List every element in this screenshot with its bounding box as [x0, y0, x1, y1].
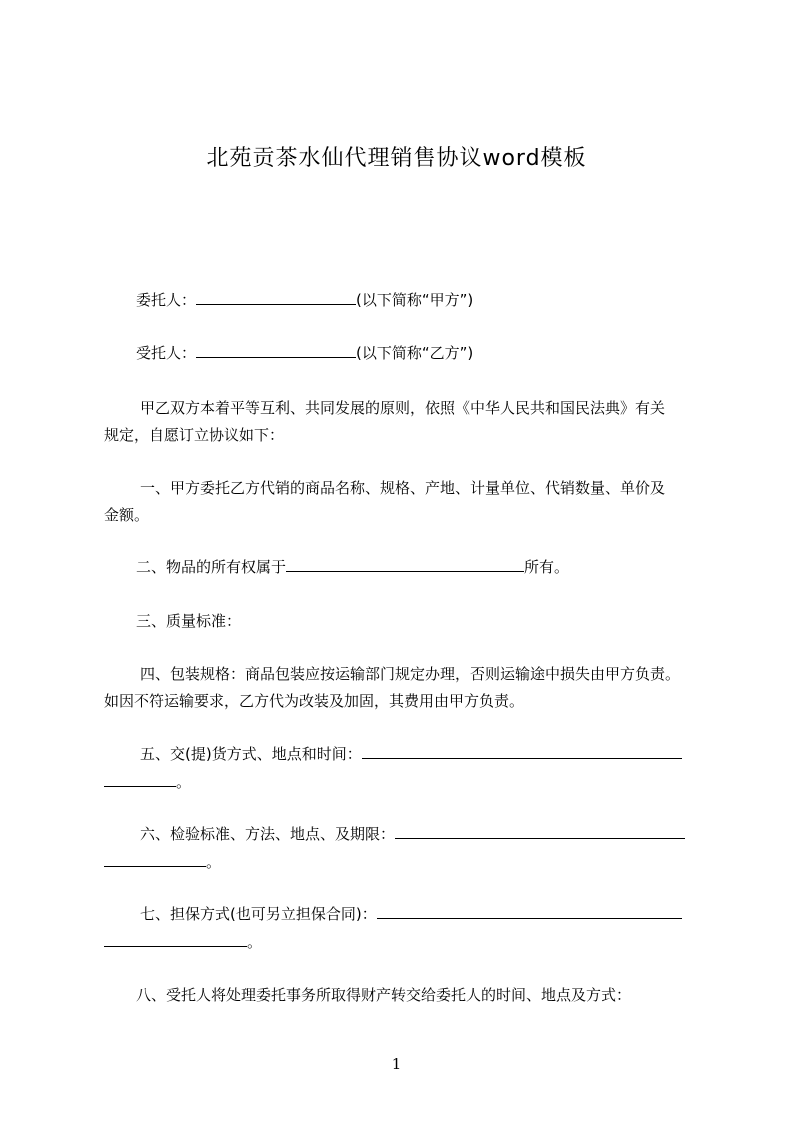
clause-6-prefix: 六、检验标准、方法、地点、及期限：: [140, 825, 396, 843]
document-title: 北苑贡茶水仙代理销售协议word模板: [206, 146, 587, 171]
inspection-blank[interactable]: [395, 824, 685, 839]
clause-7-prefix: 七、担保方式(也可另立担保合同)：: [140, 905, 377, 923]
clause-6-line-1: [140, 824, 685, 844]
clause-1-line-1: 一、甲方委托乙方代销的商品名称、规格、产地、计量单位、代销数量、单价及: [140, 479, 666, 497]
clause-7-line-1: [140, 904, 682, 924]
agent-line: [136, 343, 473, 363]
clause-3: 三、质量标准：: [136, 612, 242, 630]
agent-blank[interactable]: [196, 343, 356, 358]
clause-8: 八、受托人将处理委托事务所取得财产转交给委托人的时间、地点及方式：: [136, 986, 632, 1004]
clause-2: [136, 557, 569, 577]
page-number: 1: [391, 1055, 402, 1073]
preamble-line-1: 甲乙双方本着平等互利、共同发展的原则，依照《中华人民共和国民法典》有关: [140, 399, 666, 417]
preamble-line-2: 规定，自愿订立协议如下：: [104, 426, 285, 444]
clause-2-suffix: 所有。: [524, 558, 570, 576]
clause-1-line-2: 金额。: [104, 506, 150, 524]
clause-6-end: 。: [206, 853, 222, 871]
owner-blank[interactable]: [286, 557, 524, 572]
guarantee-blank-cont[interactable]: [104, 932, 247, 947]
principal-label: 委托人：: [136, 291, 197, 309]
clause-5-end: 。: [176, 773, 192, 791]
clause-5-line-1: [140, 744, 682, 764]
delivery-blank[interactable]: [362, 744, 682, 759]
delivery-blank-cont[interactable]: [104, 772, 176, 787]
principal-line: [136, 290, 473, 310]
clause-2-prefix: 二、物品的所有权属于: [136, 558, 287, 576]
agent-suffix: (以下简称“乙方”): [356, 344, 474, 362]
clause-5-prefix: 五、交(提)货方式、地点和时间：: [140, 745, 362, 763]
guarantee-blank[interactable]: [377, 904, 682, 919]
inspection-blank-cont[interactable]: [104, 852, 206, 867]
clause-4-line-1: 四、包装规格：商品包装应按运输部门规定办理，否则运输途中损失由甲方负责。: [140, 665, 681, 683]
clause-7-end: 。: [247, 933, 263, 951]
principal-suffix: (以下简称“甲方”): [356, 291, 474, 309]
clause-4-line-2: 如因不符运输要求，乙方代为改装及加固，其费用由甲方负责。: [104, 692, 525, 710]
agent-label: 受托人：: [136, 344, 197, 362]
clause-5-line-2: [104, 772, 191, 792]
clause-7-line-2: [104, 932, 262, 952]
principal-blank[interactable]: [196, 290, 356, 305]
clause-6-line-2: [104, 852, 221, 872]
